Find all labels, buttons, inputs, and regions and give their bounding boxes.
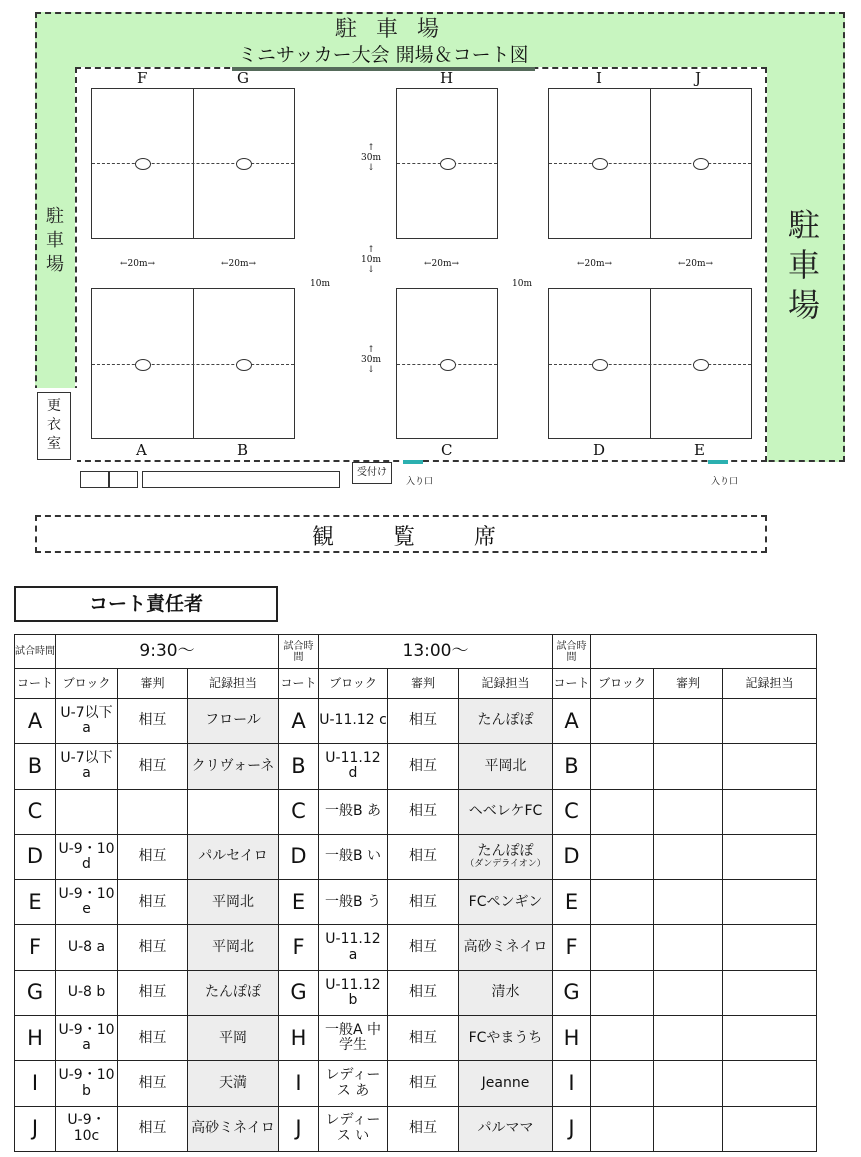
block-3-cell bbox=[591, 1106, 654, 1151]
court-label-a: A bbox=[136, 441, 147, 459]
recorder-1-cell: 平岡北 bbox=[188, 880, 279, 925]
col-block-1: ブロック bbox=[56, 669, 118, 699]
referee-3-cell bbox=[654, 925, 723, 970]
referee-2-cell: 相互 bbox=[388, 1061, 459, 1106]
block-3-cell bbox=[591, 744, 654, 789]
recorder-1-cell: 平岡北 bbox=[188, 925, 279, 970]
block-2-cell: 一般B あ bbox=[319, 789, 388, 834]
referee-1-cell: 相互 bbox=[118, 880, 188, 925]
recorder-1-cell bbox=[188, 789, 279, 834]
slot-label-2: 試合時間 bbox=[279, 635, 319, 669]
dim-gap-left: 10m bbox=[310, 279, 330, 289]
dim-20m-2: ←20m→ bbox=[221, 259, 257, 269]
court-cell: B bbox=[553, 744, 591, 789]
referee-2-cell: 相互 bbox=[388, 1106, 459, 1151]
slot-label-3: 試合時間 bbox=[553, 635, 591, 669]
recorder-3-cell bbox=[723, 699, 817, 744]
referee-2-cell: 相互 bbox=[388, 925, 459, 970]
court-cell: F bbox=[553, 925, 591, 970]
court-cell: D bbox=[15, 834, 56, 879]
block-2-cell: U-11.12 d bbox=[319, 744, 388, 789]
court-label-h: H bbox=[440, 69, 454, 87]
court-block-ij-top bbox=[548, 88, 752, 239]
court-cell: H bbox=[15, 1016, 56, 1061]
block-3-cell bbox=[591, 789, 654, 834]
dim-30m-bottom: ↑ 30m ↓ bbox=[361, 345, 381, 375]
referee-3-cell bbox=[654, 744, 723, 789]
block-2-cell: U-11.12 b bbox=[319, 970, 388, 1015]
table-row bbox=[15, 699, 817, 744]
col-court-2: コート bbox=[279, 669, 319, 699]
court-cell: G bbox=[15, 970, 56, 1015]
recorder-1-cell: 天満 bbox=[188, 1061, 279, 1106]
parking-top-label: 駐 車 場 bbox=[335, 17, 445, 42]
block-2-cell: 一般B い bbox=[319, 834, 388, 879]
court-cell: D bbox=[279, 834, 319, 879]
court-cell: F bbox=[15, 925, 56, 970]
court-cell: D bbox=[553, 834, 591, 879]
referee-1-cell: 相互 bbox=[118, 1106, 188, 1151]
parking-right-label: 駐 車 場 bbox=[787, 206, 820, 324]
table-row bbox=[15, 834, 817, 879]
recorder-3-cell bbox=[723, 1106, 817, 1151]
col-ref-1: 審判 bbox=[118, 669, 188, 699]
court-cell: B bbox=[15, 744, 56, 789]
referee-2-cell: 相互 bbox=[388, 789, 459, 834]
court-label-b: B bbox=[237, 441, 249, 459]
referee-3-cell bbox=[654, 970, 723, 1015]
referee-1-cell: 相互 bbox=[118, 1061, 188, 1106]
block-2-cell: レディース い bbox=[319, 1106, 388, 1151]
court-cell: G bbox=[279, 970, 319, 1015]
court-manager-title: コート責任者 bbox=[14, 586, 278, 622]
dim-10m-mid: ↑ 10m ↓ bbox=[361, 245, 381, 275]
reception-box: 受付け bbox=[352, 462, 392, 484]
dim-20m-1: ←20m→ bbox=[120, 259, 156, 269]
block-2-cell: U-11.12 c bbox=[319, 699, 388, 744]
slot-label-1: 試合時間 bbox=[15, 635, 56, 669]
court-cell: J bbox=[15, 1106, 56, 1151]
time-slot-3 bbox=[591, 635, 817, 669]
block-3-cell bbox=[591, 925, 654, 970]
recorder-1-cell: 平岡 bbox=[188, 1016, 279, 1061]
recorder-2-cell: 平岡北 bbox=[459, 744, 553, 789]
parking-left-label: 駐 車 場 bbox=[46, 206, 64, 275]
dim-20m-5: ←20m→ bbox=[678, 259, 714, 269]
court-cell: E bbox=[279, 880, 319, 925]
col-block-3: ブロック bbox=[591, 669, 654, 699]
court-cell: H bbox=[553, 1016, 591, 1061]
court-h-top bbox=[396, 88, 498, 239]
referee-1-cell: 相互 bbox=[118, 744, 188, 789]
entrance-marker-e bbox=[708, 460, 728, 464]
recorder-3-cell bbox=[723, 1016, 817, 1061]
entrance-label-c: 入り口 bbox=[406, 477, 434, 487]
table-row bbox=[15, 970, 817, 1015]
court-cell: I bbox=[279, 1061, 319, 1106]
court-cell: J bbox=[553, 1106, 591, 1151]
recorder-3-cell bbox=[723, 789, 817, 834]
dim-30m-top: ↑ 30m ↓ bbox=[361, 143, 381, 173]
recorder-2-cell bbox=[459, 834, 553, 879]
court-label-f: F bbox=[137, 69, 148, 87]
table-row bbox=[15, 789, 817, 834]
court-cell: C bbox=[279, 789, 319, 834]
block-2-cell: 一般A 中学生 bbox=[319, 1016, 388, 1061]
block-1-cell: U-9・10 d bbox=[56, 834, 118, 879]
block-1-cell: U-8 b bbox=[56, 970, 118, 1015]
court-label-e: E bbox=[694, 441, 705, 459]
recorder-name: たんぽぽ bbox=[477, 843, 534, 860]
recorder-3-cell bbox=[723, 744, 817, 789]
referee-3-cell bbox=[654, 1106, 723, 1151]
recorder-2-cell: FCペンギン bbox=[459, 880, 553, 925]
block-3-cell bbox=[591, 834, 654, 879]
court-cell: E bbox=[553, 880, 591, 925]
recorder-3-cell bbox=[723, 880, 817, 925]
col-rec-1: 記録担当 bbox=[188, 669, 279, 699]
entrance-marker-c bbox=[403, 460, 423, 464]
block-3-cell bbox=[591, 1016, 654, 1061]
court-cell: A bbox=[279, 699, 319, 744]
court-cell: C bbox=[553, 789, 591, 834]
court-label-d: D bbox=[593, 441, 606, 459]
block-3-cell bbox=[591, 699, 654, 744]
recorder-1-cell: クリヴォーネ bbox=[188, 744, 279, 789]
block-3-cell bbox=[591, 1061, 654, 1106]
col-rec-2: 記録担当 bbox=[459, 669, 553, 699]
table-row bbox=[15, 1016, 817, 1061]
referee-1-cell: 相互 bbox=[118, 699, 188, 744]
referee-1-cell bbox=[118, 789, 188, 834]
referee-1-cell: 相互 bbox=[118, 970, 188, 1015]
referee-1-cell: 相互 bbox=[118, 1016, 188, 1061]
referee-2-cell: 相互 bbox=[388, 1016, 459, 1061]
recorder-1-cell: フロール bbox=[188, 699, 279, 744]
time-slot-1: 9:30～ bbox=[56, 635, 279, 669]
col-block-2: ブロック bbox=[319, 669, 388, 699]
court-label-c: C bbox=[441, 441, 453, 459]
court-c-bottom bbox=[396, 288, 498, 439]
recorder-2-cell: 清水 bbox=[459, 970, 553, 1015]
block-1-cell: U-9・10 a bbox=[56, 1016, 118, 1061]
block-2-cell: レディース あ bbox=[319, 1061, 388, 1106]
recorder-2-cell: パルママ bbox=[459, 1106, 553, 1151]
court-cell: H bbox=[279, 1016, 319, 1061]
block-1-cell: U-8 a bbox=[56, 925, 118, 970]
block-1-cell: U-9・10 b bbox=[56, 1061, 118, 1106]
col-court-1: コート bbox=[15, 669, 56, 699]
referee-2-cell: 相互 bbox=[388, 699, 459, 744]
recorder-2-cell: ヘベレケFC bbox=[459, 789, 553, 834]
court-cell: E bbox=[15, 880, 56, 925]
referee-3-cell bbox=[654, 1061, 723, 1106]
recorder-2-cell: 高砂ミネイロ bbox=[459, 925, 553, 970]
court-label-j: J bbox=[695, 69, 702, 87]
recorder-1-cell: たんぽぽ bbox=[188, 970, 279, 1015]
time-slot-2: 13:00～ bbox=[319, 635, 553, 669]
court-cell: B bbox=[279, 744, 319, 789]
block-1-cell: U-7以下 a bbox=[56, 744, 118, 789]
block-1-cell: U-9・10c bbox=[56, 1106, 118, 1151]
schedule-table bbox=[14, 634, 817, 1152]
court-cell: I bbox=[15, 1061, 56, 1106]
referee-3-cell bbox=[654, 789, 723, 834]
court-cell: F bbox=[279, 925, 319, 970]
court-cell: A bbox=[553, 699, 591, 744]
bench-box-1 bbox=[80, 471, 110, 488]
dim-20m-3: ←20m→ bbox=[424, 259, 460, 269]
referee-3-cell bbox=[654, 1016, 723, 1061]
spectator-label: 観 覧 席 bbox=[312, 525, 522, 550]
block-2-cell: U-11.12 a bbox=[319, 925, 388, 970]
referee-1-cell: 相互 bbox=[118, 925, 188, 970]
referee-3-cell bbox=[654, 880, 723, 925]
court-cell: J bbox=[279, 1106, 319, 1151]
court-label-i: I bbox=[596, 69, 602, 87]
referee-2-cell: 相互 bbox=[388, 834, 459, 879]
changing-room: 更 衣 室 bbox=[37, 392, 71, 460]
block-3-cell bbox=[591, 880, 654, 925]
dim-gap-right: 10m bbox=[512, 279, 532, 289]
recorder-3-cell bbox=[723, 1061, 817, 1106]
referee-1-cell: 相互 bbox=[118, 834, 188, 879]
col-ref-3: 審判 bbox=[654, 669, 723, 699]
table-row bbox=[15, 1061, 817, 1106]
recorder-3-cell bbox=[723, 970, 817, 1015]
court-label-g: G bbox=[237, 69, 249, 87]
referee-2-cell: 相互 bbox=[388, 744, 459, 789]
referee-2-cell: 相互 bbox=[388, 880, 459, 925]
map-title: ミニサッカー大会 開場＆コート図 bbox=[232, 40, 535, 71]
block-1-cell: U-7以下 a bbox=[56, 699, 118, 744]
court-block-ab-bottom bbox=[91, 288, 295, 439]
table-row bbox=[15, 744, 817, 789]
court-cell: C bbox=[15, 789, 56, 834]
recorder-2-cell: FCやまうち bbox=[459, 1016, 553, 1061]
recorder-subname: （ダンデライオン） bbox=[465, 858, 546, 869]
block-3-cell bbox=[591, 970, 654, 1015]
block-2-cell: 一般B う bbox=[319, 880, 388, 925]
recorder-1-cell: 高砂ミネイロ bbox=[188, 1106, 279, 1151]
recorder-3-cell bbox=[723, 834, 817, 879]
entrance-label-e: 入り口 bbox=[711, 477, 739, 487]
court-cell: I bbox=[553, 1061, 591, 1106]
table-row bbox=[15, 880, 817, 925]
block-1-cell bbox=[56, 789, 118, 834]
table-row bbox=[15, 925, 817, 970]
recorder-1-cell: パルセイロ bbox=[188, 834, 279, 879]
court-block-de-bottom bbox=[548, 288, 752, 439]
referee-3-cell bbox=[654, 699, 723, 744]
court-block-fg-top bbox=[91, 88, 295, 239]
court-cell: A bbox=[15, 699, 56, 744]
bench-box-2 bbox=[108, 471, 138, 488]
dim-20m-4: ←20m→ bbox=[577, 259, 613, 269]
col-ref-2: 審判 bbox=[388, 669, 459, 699]
bench-box-3 bbox=[142, 471, 340, 488]
block-1-cell: U-9・10 e bbox=[56, 880, 118, 925]
referee-2-cell: 相互 bbox=[388, 970, 459, 1015]
recorder-3-cell bbox=[723, 925, 817, 970]
recorder-2-cell: たんぽぽ bbox=[459, 699, 553, 744]
referee-3-cell bbox=[654, 834, 723, 879]
col-court-3: コート bbox=[553, 669, 591, 699]
recorder-2-cell: Jeanne bbox=[459, 1061, 553, 1106]
court-cell: G bbox=[553, 970, 591, 1015]
col-rec-3: 記録担当 bbox=[723, 669, 817, 699]
table-row bbox=[15, 1106, 817, 1151]
